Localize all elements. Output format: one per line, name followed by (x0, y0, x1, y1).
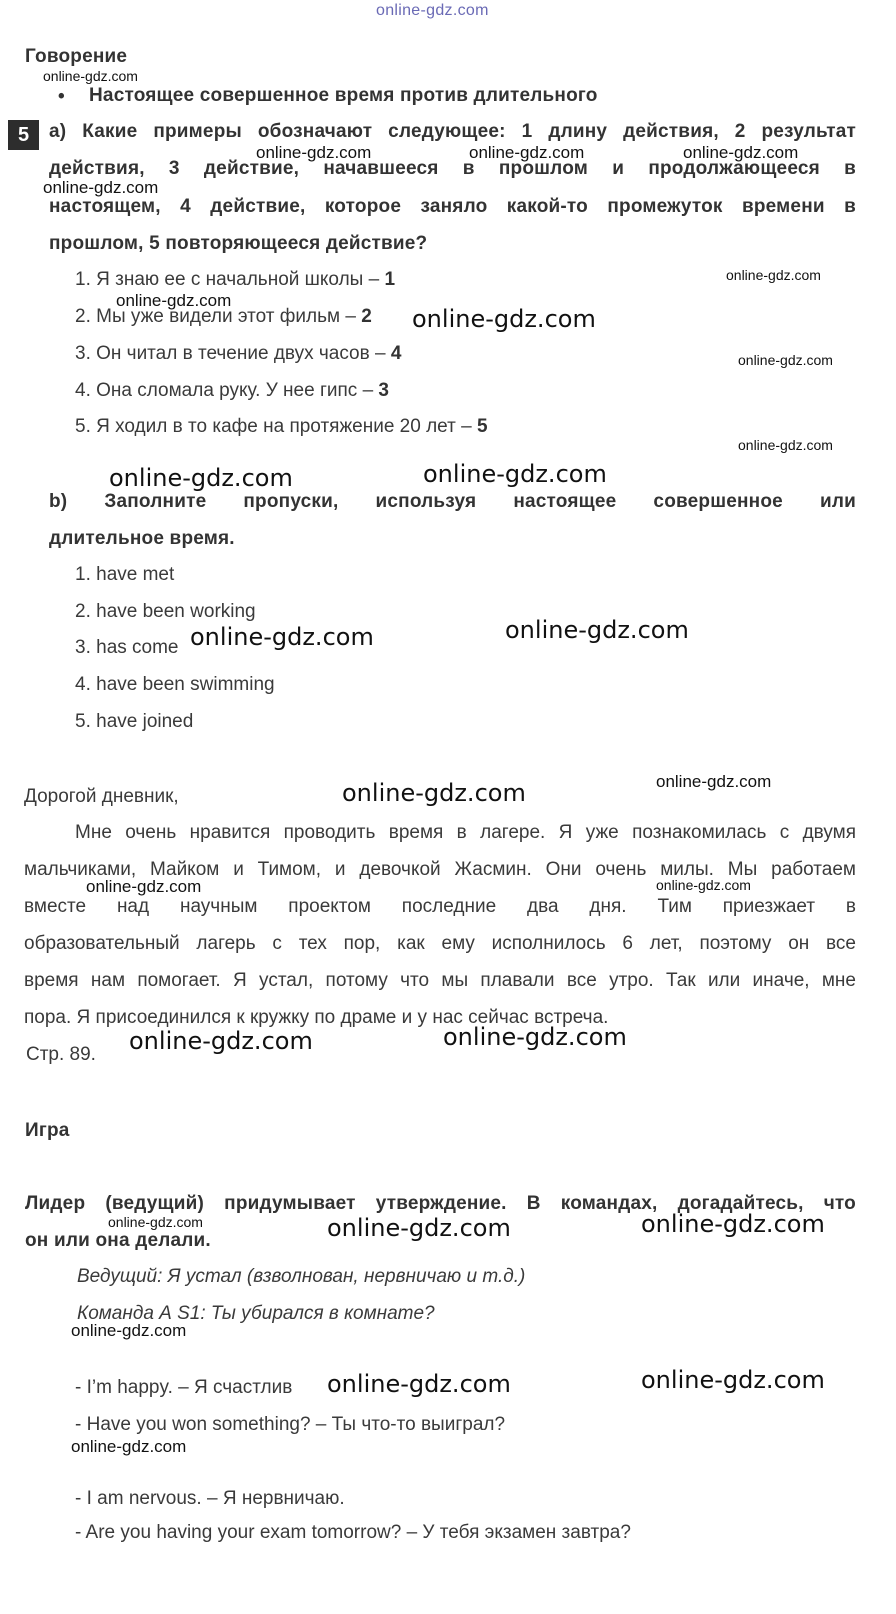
watermark: online-gdz.com (71, 1437, 187, 1456)
dialogue-line-1: - I’m happy. – Я счастлив (75, 1377, 293, 1398)
watermark: online-gdz.com (443, 1023, 627, 1051)
watermark: online-gdz.com (71, 1321, 187, 1340)
part-a-item-2: 2. Мы уже видели этот фильм – 2 (75, 306, 372, 327)
game-instruction-line-1: Лидер (ведущий) придумывает утверждение. В командах, догадайтесь, что (25, 1193, 856, 1214)
watermark: online-gdz.com (327, 1370, 511, 1398)
dialogue-line-4: - Are you having your exam tomorrow? – У тебя экзамен завтра? (75, 1522, 631, 1543)
diary-line-1: Мне очень нравится проводить время в лагере. Я уже познакомилась с двумя (75, 822, 856, 843)
part-a-item-5: 5. Я ходил в то кафе на протяжение 20 лет – 5 (75, 416, 488, 437)
diary-line-5: время нам помогает. Я устал, потому что мы плавали все утро. Так или иначе, мне (24, 970, 856, 991)
watermark: online-gdz.com (726, 267, 821, 283)
part-a-item-1: 1. Я знаю ее с начальной школы – 1 (75, 269, 396, 290)
watermark: online-gdz.com (43, 68, 138, 84)
watermark: online-gdz.com (108, 1214, 203, 1230)
part-b-item-4: 4. have been swimming (75, 674, 275, 695)
watermark: online-gdz.com (327, 1214, 511, 1242)
diary-line-4: образовательный лагерь с тех пор, как ему исполнилось 6 лет, поэтому он все (24, 933, 856, 954)
part-a-line-1: a) Какие примеры обозначают следующее: 1 длину действия, 2 результат (49, 121, 856, 142)
watermark: online-gdz.com (683, 143, 799, 162)
diary-line-3: вместе над научным проектом последние два дня. Тим приезжает в (24, 896, 856, 917)
page-reference: Стр. 89. (26, 1044, 96, 1065)
watermark: online-gdz.com (423, 460, 607, 488)
game-title: Игра (25, 1120, 70, 1141)
bullet-text: Настоящее совершенное время против длительного (89, 85, 598, 106)
part-a-item-3: 3. Он читал в течение двух часов – 4 (75, 343, 402, 364)
part-b-item-2: 2. have been working (75, 601, 256, 622)
game-instruction-line-2: он или она делали. (25, 1230, 211, 1251)
part-b-item-5: 5. have joined (75, 711, 194, 732)
part-b-line-1: b) Заполните пропуски, используя настоящее совершенное или (49, 491, 856, 512)
part-a-line-2: действия, 3 действие, начавшееся в прошлом и продолжающееся в (49, 158, 856, 179)
dialogue-line-3: - I am nervous. – Я нервничаю. (75, 1488, 345, 1509)
diary-greeting: Дорогой дневник, (24, 786, 179, 807)
watermark: online-gdz.com (256, 143, 372, 162)
watermark: online-gdz.com (656, 772, 772, 791)
section-heading: Говорение (25, 46, 128, 67)
watermark: online-gdz.com (43, 178, 159, 197)
watermark: online-gdz.com (505, 616, 689, 644)
game-example-leader: Ведущий: Я устал (взволнован, нервничаю и т.д.) (77, 1266, 526, 1287)
game-example-team: Команда А S1: Ты убирался в комнате? (77, 1303, 435, 1324)
watermark: online-gdz.com (342, 779, 526, 807)
watermark: online-gdz.com (738, 352, 833, 368)
exercise-number-badge: 5 (8, 120, 39, 150)
watermark: online-gdz.com (641, 1210, 825, 1238)
watermark: online-gdz.com (190, 623, 374, 651)
dialogue-line-2: - Have you won something? – Ты что-то выиграл? (75, 1414, 506, 1435)
watermark: online-gdz.com (641, 1366, 825, 1394)
part-a-item-4: 4. Она сломала руку. У нее гипс – 3 (75, 380, 389, 401)
part-b-line-2: длительное время. (49, 528, 235, 549)
part-a-line-3: настоящем, 4 действие, которое заняло какой-то промежуток времени в (49, 196, 856, 217)
diary-line-2: мальчиками, Майком и Тимом, и девочкой Жасмин. Они очень милы. Мы работаем (24, 859, 856, 880)
watermark: online-gdz.com (109, 464, 293, 492)
watermark: online-gdz.com (86, 877, 202, 896)
part-a-line-4: прошлом, 5 повторяющееся действие? (49, 233, 428, 254)
watermark: online-gdz.com (656, 877, 751, 893)
watermark: online-gdz.com (116, 291, 232, 310)
watermark: online-gdz.com (469, 143, 585, 162)
top-watermark: online-gdz.com (376, 2, 489, 19)
watermark: online-gdz.com (129, 1027, 313, 1055)
bullet-dot: • (58, 86, 65, 107)
diary-line-6: пора. Я присоединился к кружку по драме и у нас сейчас встреча. (24, 1007, 609, 1028)
part-b-item-1: 1. have met (75, 564, 175, 585)
watermark: online-gdz.com (412, 305, 596, 333)
part-b-item-3: 3. has come (75, 637, 179, 658)
watermark: online-gdz.com (738, 437, 833, 453)
